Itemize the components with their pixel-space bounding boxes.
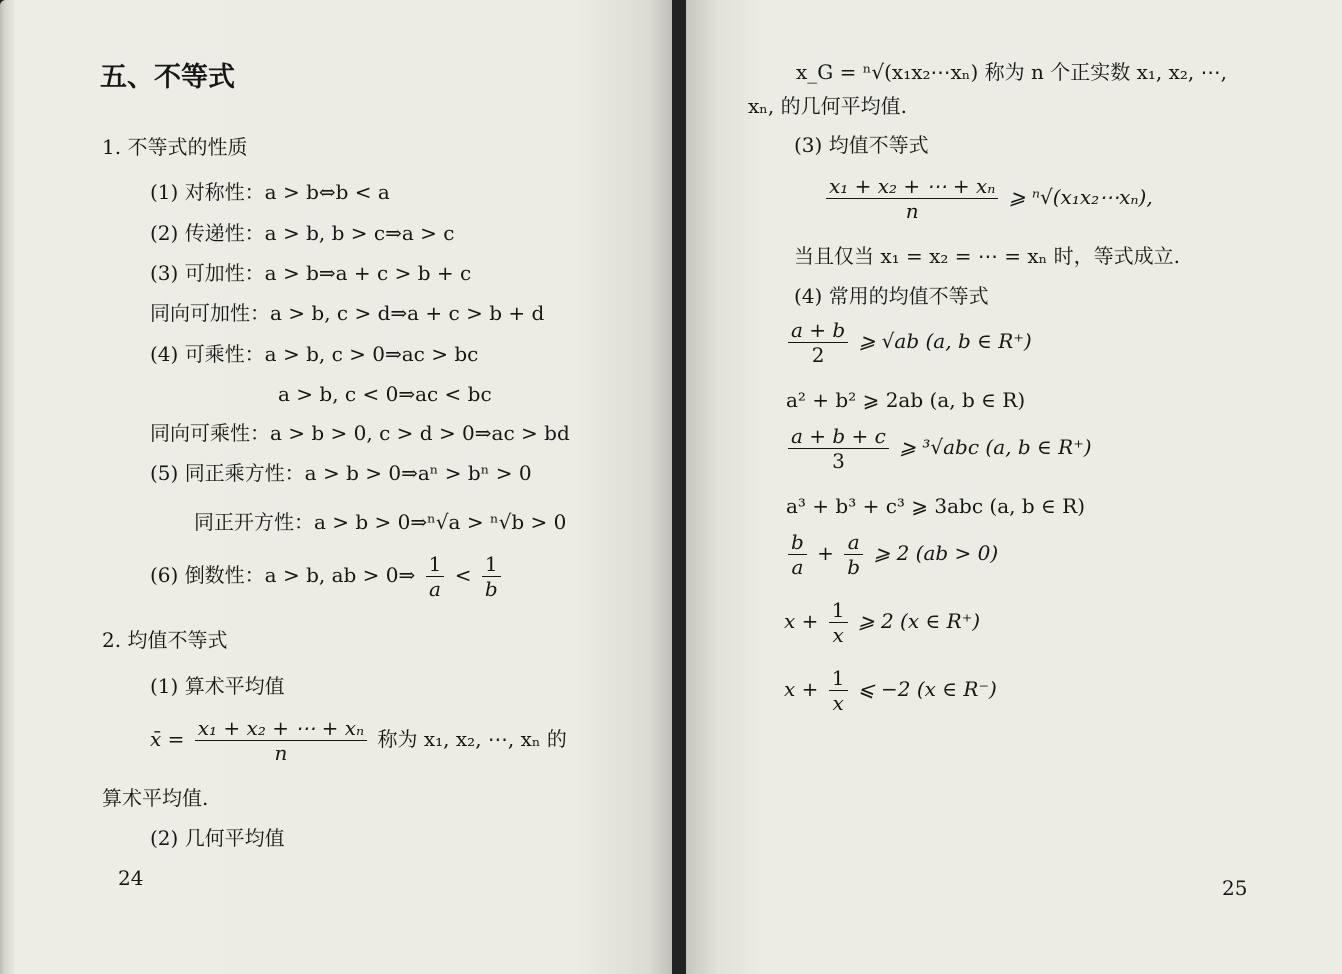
numerator: 1 bbox=[482, 552, 501, 577]
denominator: b bbox=[484, 577, 498, 601]
geometric-mean-definition-end: xₙ, 的几何平均值. bbox=[748, 94, 908, 118]
property-same-direction-multiplicative: 同向可乘性：a > b > 0, c > d > 0⇒ac > bd bbox=[150, 421, 570, 445]
arithmetic-mean-description: 称为 x₁, x₂, ⋯, xₙ 的 bbox=[377, 727, 567, 751]
property-multiplicative: (4) 可乘性：a > b, c > 0⇒ac > bc bbox=[150, 342, 479, 366]
numerator: 1 bbox=[426, 552, 445, 577]
x-plus: x + bbox=[784, 677, 819, 701]
geometric-mean-definition: x_G = ⁿ√(x₁x₂⋯xₙ) 称为 n 个正实数 x₁, x₂, ⋯, bbox=[796, 60, 1227, 84]
inequality-rhs: ⩾ ³√abc (a, b ∈ R⁺) bbox=[899, 435, 1092, 459]
numerator: a + b bbox=[788, 318, 848, 343]
less-than-sign: < bbox=[454, 563, 472, 587]
numerator: a bbox=[844, 530, 863, 555]
inequality-b-over-a bbox=[784, 530, 998, 579]
plus-sign: + bbox=[817, 541, 834, 565]
mean-inequality-heading: (3) 均值不等式 bbox=[794, 133, 929, 157]
fraction-b-over-a bbox=[788, 530, 807, 579]
denominator: n bbox=[905, 199, 919, 223]
book-edge bbox=[0, 0, 14, 974]
denominator: x bbox=[832, 623, 844, 647]
numerator: 1 bbox=[829, 666, 848, 691]
denominator: x bbox=[832, 691, 844, 715]
inequality-cubes: a³ + b³ + c³ ⩾ 3abc (a, b ∈ R) bbox=[786, 494, 1086, 518]
numerator: 1 bbox=[829, 598, 848, 623]
xbar-lhs: x̄ = bbox=[150, 727, 185, 751]
inequality-x-plus-reciprocal-positive bbox=[784, 598, 980, 647]
fraction-a-plus-b-plus-c-over-3 bbox=[788, 424, 889, 473]
reciprocal-condition: (6) 倒数性：a > b, ab > 0⇒ bbox=[150, 563, 416, 587]
page-number-left: 24 bbox=[118, 866, 144, 890]
numerator: b bbox=[788, 530, 807, 555]
property-transitive: (2) 传递性：a > b, b > c⇒a > c bbox=[150, 221, 455, 245]
section-title: 五、不等式 bbox=[100, 62, 235, 93]
fraction-a-plus-b-over-2 bbox=[788, 318, 848, 367]
x-plus: x + bbox=[784, 609, 819, 633]
inequality-rhs: ⩽ −2 (x ∈ R⁻) bbox=[857, 677, 997, 701]
heading-properties: 1. 不等式的性质 bbox=[102, 135, 248, 159]
inequality-rhs: ⩾ 2 (ab > 0) bbox=[873, 541, 999, 565]
inequality-x-plus-reciprocal-negative bbox=[784, 666, 997, 715]
numerator: a + b + c bbox=[788, 424, 889, 449]
fraction-one-over-a bbox=[426, 552, 445, 601]
fraction-one-over-x bbox=[829, 598, 848, 647]
property-additive: (3) 可加性：a > b⇒a + c > b + c bbox=[150, 261, 472, 285]
property-power: (5) 同正乘方性：a > b > 0⇒aⁿ > bⁿ > 0 bbox=[150, 461, 532, 485]
equality-condition: 当且仅当 x₁ = x₂ = ⋯ = xₙ 时，等式成立. bbox=[794, 244, 1181, 268]
property-same-direction-additive: 同向可加性：a > b, c > d⇒a + c > b + d bbox=[150, 301, 545, 325]
property-multiplicative-negative: a > b, c < 0⇒ac < bc bbox=[278, 382, 492, 406]
property-root: 同正开方性：a > b > 0⇒ⁿ√a > ⁿ√b > 0 bbox=[194, 510, 567, 534]
denominator: a bbox=[791, 555, 804, 579]
mean-inequality-fraction bbox=[826, 174, 998, 223]
arithmetic-mean-formula bbox=[150, 716, 567, 765]
denominator: b bbox=[847, 555, 861, 579]
denominator: 3 bbox=[832, 449, 845, 473]
fraction-a-over-b bbox=[844, 530, 863, 579]
numerator: x₁ + x₂ + ⋯ + xₙ bbox=[826, 174, 998, 199]
property-reciprocal bbox=[150, 552, 505, 601]
denominator: n bbox=[274, 741, 288, 765]
denominator: a bbox=[429, 577, 441, 601]
denominator: 2 bbox=[811, 343, 825, 367]
fraction-one-over-b bbox=[482, 552, 501, 601]
numerator: x₁ + x₂ + ⋯ + xₙ bbox=[195, 716, 367, 741]
arithmetic-mean-heading: (1) 算术平均值 bbox=[150, 674, 285, 698]
inequality-am-gm-3 bbox=[784, 424, 1092, 473]
inequality-rhs: ⩾ 2 (x ∈ R⁺) bbox=[857, 609, 981, 633]
right-page bbox=[686, 0, 1342, 974]
mean-inequality-rhs: ⩾ ⁿ√(x₁x₂⋯xₙ), bbox=[1008, 185, 1153, 209]
common-inequalities-heading: (4) 常用的均值不等式 bbox=[794, 284, 989, 308]
arithmetic-mean-end: 算术平均值. bbox=[102, 786, 209, 810]
inequality-squares: a² + b² ⩾ 2ab (a, b ∈ R) bbox=[786, 388, 1026, 412]
fraction-one-over-x bbox=[829, 666, 848, 715]
property-symmetry: (1) 对称性：a > b⇔b < a bbox=[150, 180, 390, 204]
page-number-right: 25 bbox=[1222, 876, 1248, 900]
inequality-rhs: ⩾ √ab (a, b ∈ R⁺) bbox=[858, 329, 1032, 353]
geometric-mean-heading: (2) 几何平均值 bbox=[150, 826, 285, 850]
inequality-am-gm-2 bbox=[784, 318, 1032, 367]
heading-mean-inequality: 2. 均值不等式 bbox=[102, 628, 228, 652]
mean-inequality-formula bbox=[822, 174, 1153, 223]
arithmetic-mean-fraction bbox=[195, 716, 367, 765]
